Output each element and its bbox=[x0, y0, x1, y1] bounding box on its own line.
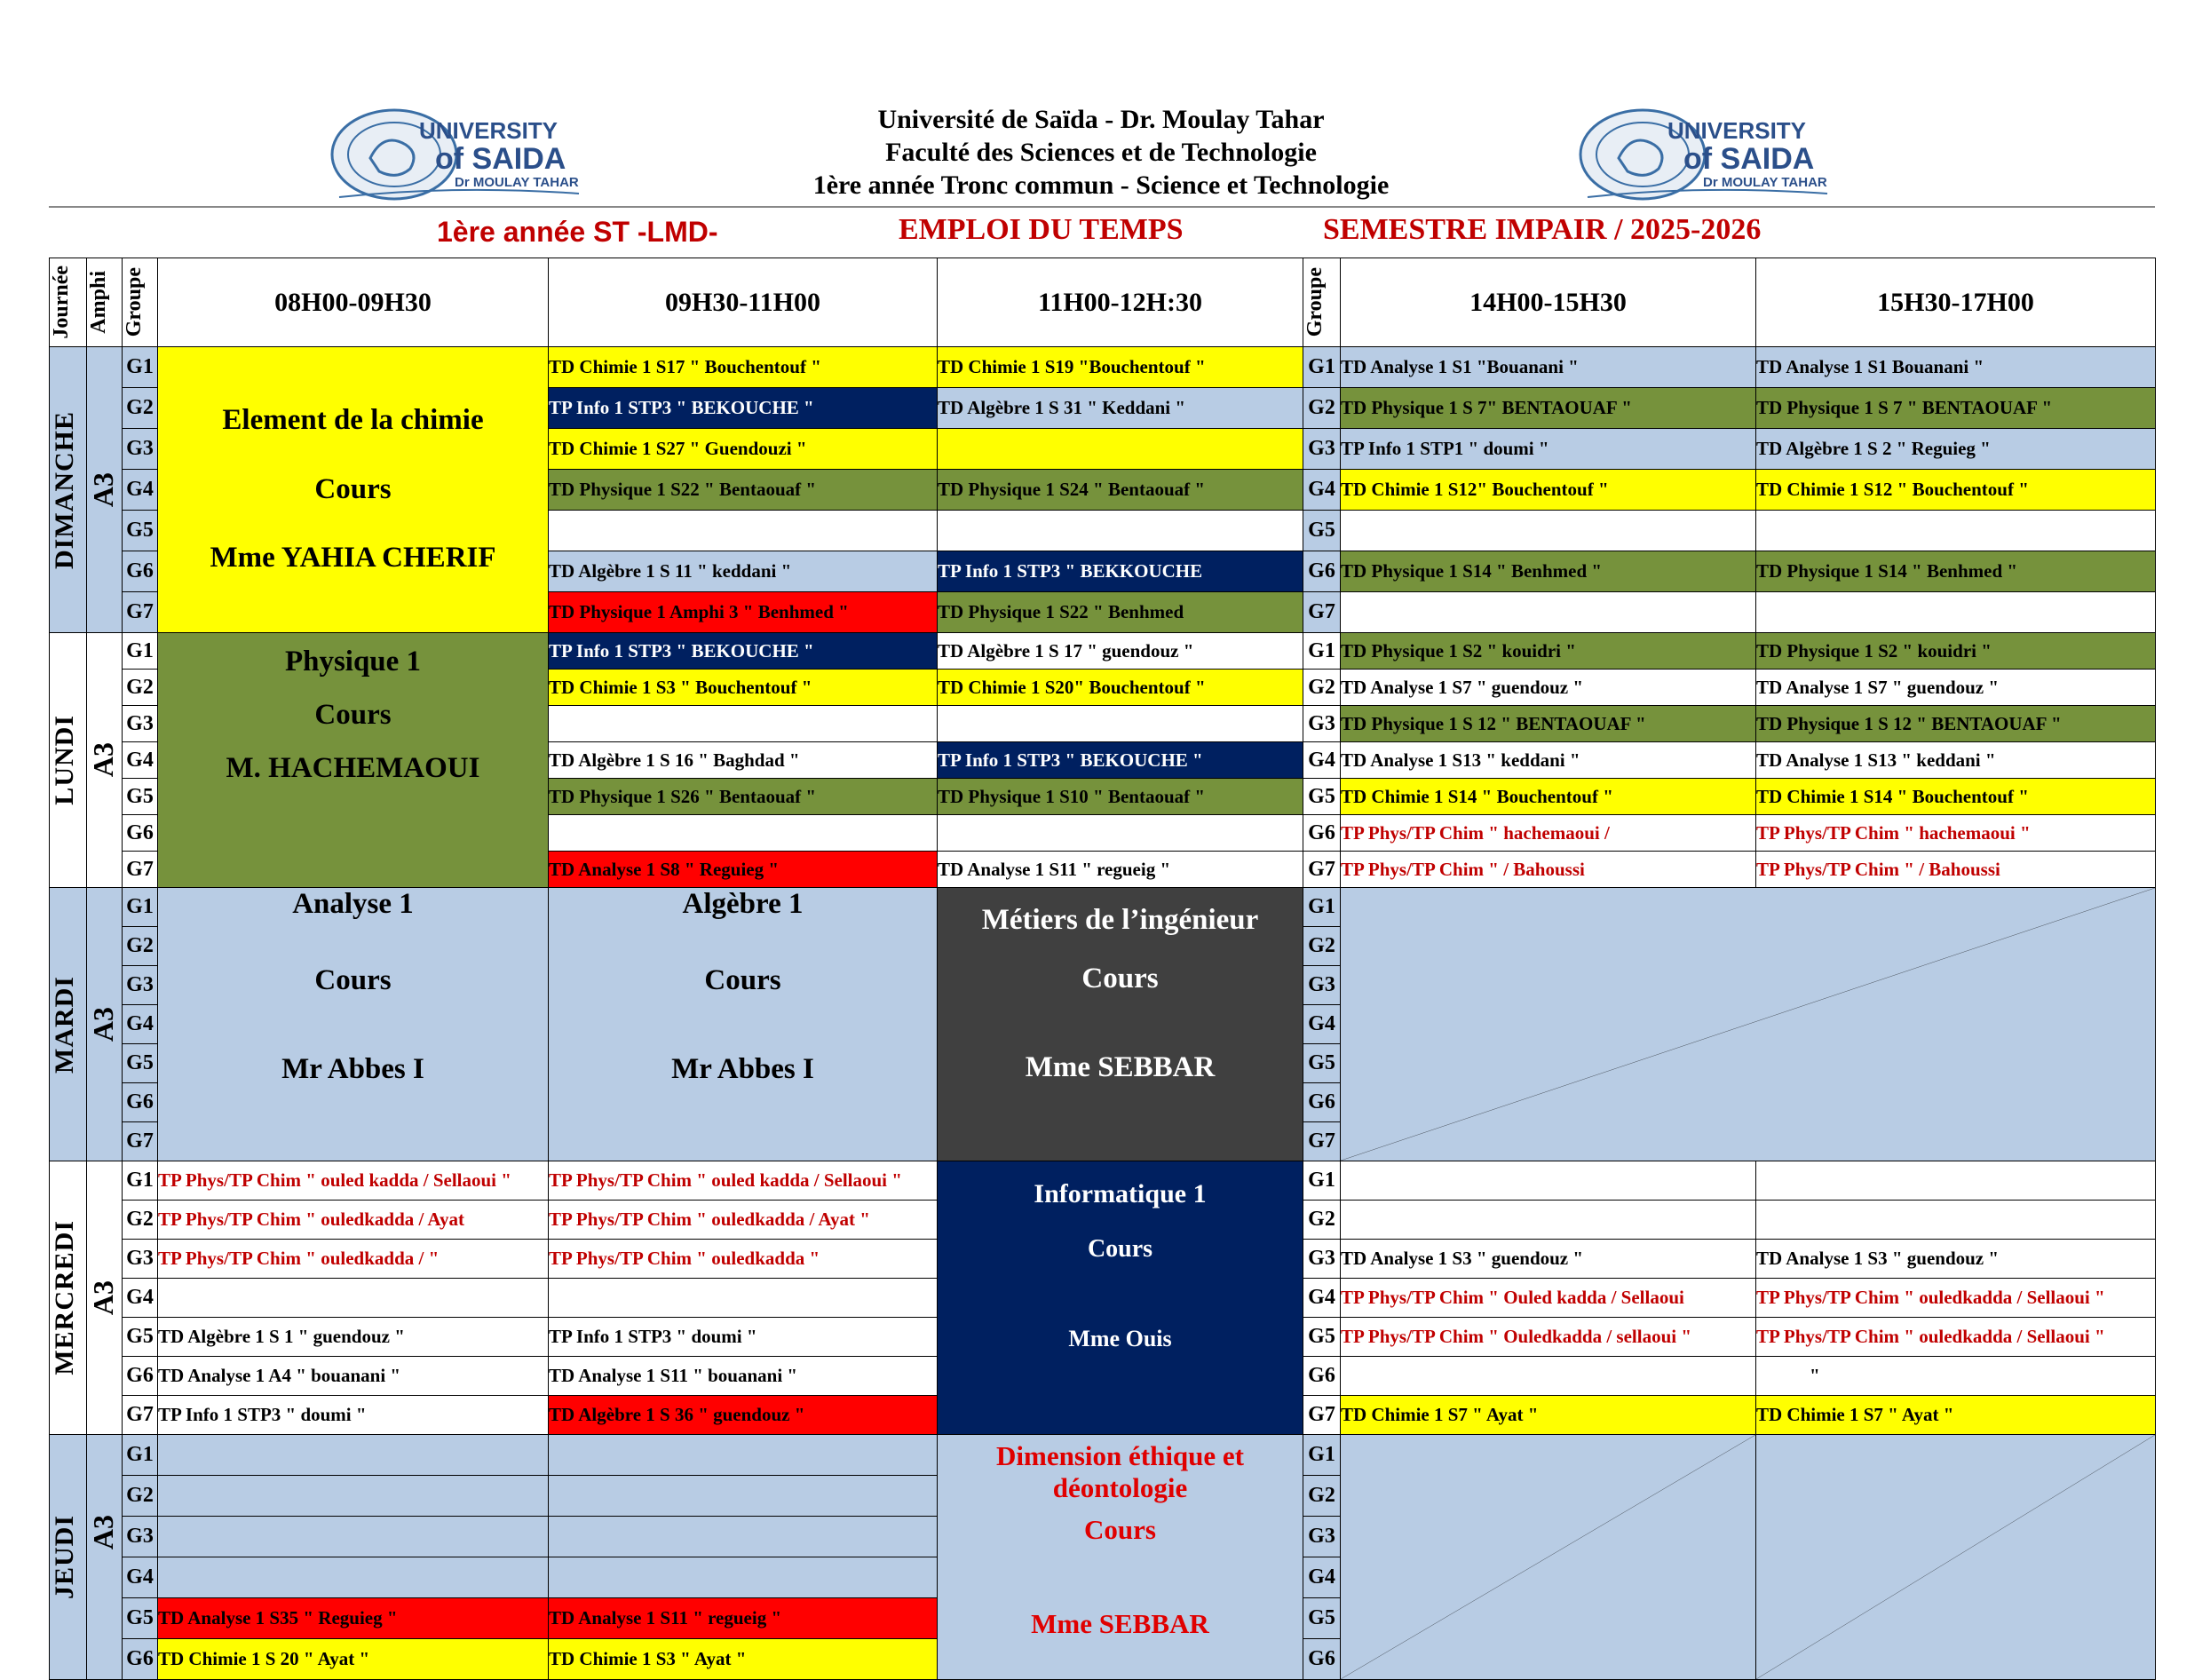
level-title: 1ère année ST -LMD- bbox=[437, 216, 718, 248]
group-label: G3 bbox=[123, 429, 158, 470]
session-cell: TD Physique 1 S 12 " BENTAOUAF " bbox=[1756, 706, 2156, 742]
day-dimanche: DIMANCHE bbox=[50, 347, 87, 633]
group-label: G3 bbox=[1303, 966, 1341, 1005]
diagonal-strike bbox=[1756, 1435, 2155, 1679]
group-label: G4 bbox=[123, 1557, 158, 1598]
session-cell: TP Phys/TP Chim " ouled kadda / Sellaoui " bbox=[158, 1161, 549, 1201]
group-label: G7 bbox=[1303, 592, 1341, 633]
group-label: G4 bbox=[123, 470, 158, 511]
session-cell: TP Phys/TP Chim " / Bahoussi bbox=[1341, 852, 1756, 888]
col-journee: Journée bbox=[50, 258, 87, 347]
session-cell: TD Algèbre 1 S 17 " guendouz " bbox=[938, 633, 1303, 670]
group-label: G3 bbox=[123, 1240, 158, 1279]
session-cell: TD Physique 1 S14 " Benhmed " bbox=[1756, 551, 2156, 592]
session-cell: TD Analyse 1 S13 " keddani " bbox=[1341, 742, 1756, 779]
session-cell bbox=[938, 429, 1303, 470]
session-cell bbox=[1341, 1357, 1756, 1396]
session-cell bbox=[549, 511, 938, 551]
group-label: G4 bbox=[1303, 1005, 1341, 1044]
session-cell: TD Analyse 1 S11 " regueig " bbox=[938, 852, 1303, 888]
group-label: G3 bbox=[1303, 429, 1341, 470]
session-cell: TP Phys/TP Chim " ouledkadda / Ayat bbox=[158, 1201, 549, 1240]
group-label: G1 bbox=[1303, 888, 1341, 927]
group-label: G7 bbox=[123, 852, 158, 888]
session-cell: TD Analyse 1 S8 " Reguieg " bbox=[549, 852, 938, 888]
amphi-mercredi: A3 bbox=[87, 1161, 123, 1435]
dimanche-row-g1 bbox=[50, 347, 2156, 388]
group-label: G6 bbox=[123, 1357, 158, 1396]
jeudi-afternoon-empty-2 bbox=[1756, 1435, 2156, 1680]
session-cell: TD Analyse 1 S7 " guendouz " bbox=[1341, 670, 1756, 706]
session-cell bbox=[938, 706, 1303, 742]
session-cell: TD Analyse 1 S3 " guendouz " bbox=[1756, 1240, 2156, 1279]
jeudi-row-g1 bbox=[50, 1435, 2156, 1476]
col-groupe: Groupe bbox=[123, 258, 158, 347]
group-label: G5 bbox=[1303, 1318, 1341, 1357]
session-cell: TD Algèbre 1 S 1 " guendouz " bbox=[158, 1318, 549, 1357]
session-cell bbox=[158, 1279, 549, 1318]
session-cell bbox=[1756, 1201, 2156, 1240]
session-cell: TP Phys/TP Chim " ouledkadda / " bbox=[158, 1240, 549, 1279]
session-cell bbox=[1341, 1161, 1756, 1201]
svg-text:of SAIDA: of SAIDA bbox=[435, 142, 566, 176]
session-cell: TP Phys/TP Chim " / Bahoussi bbox=[1756, 852, 2156, 888]
group-label: G4 bbox=[123, 742, 158, 779]
group-label: G4 bbox=[123, 1005, 158, 1044]
group-label: G2 bbox=[1303, 670, 1341, 706]
group-label: G6 bbox=[1303, 1357, 1341, 1396]
session-cell: TD Physique 1 S22 " Benhmed bbox=[938, 592, 1303, 633]
session-cell: TD Chimie 1 S20" Bouchentouf " bbox=[938, 670, 1303, 706]
group-label: G1 bbox=[1303, 1435, 1341, 1476]
session-cell: TD Physique 1 S 7" BENTAOUAF " bbox=[1341, 388, 1756, 429]
lecture-physique: Physique 1 Cours M. HACHEMAOUI bbox=[158, 633, 549, 888]
amphi-mardi: A3 bbox=[87, 888, 123, 1161]
faculty-name: Faculté des Sciences et de Technologie bbox=[885, 138, 1317, 167]
session-cell: TP Phys/TP Chim " ouledkadda / Sellaoui " bbox=[1756, 1279, 2156, 1318]
session-cell: " bbox=[1756, 1357, 2156, 1396]
session-cell bbox=[158, 1435, 549, 1476]
svg-text:Dr MOULAY TAHAR: Dr MOULAY TAHAR bbox=[1703, 175, 1827, 190]
svg-text:Dr MOULAY TAHAR: Dr MOULAY TAHAR bbox=[455, 175, 579, 190]
session-cell bbox=[549, 815, 938, 852]
group-label: G4 bbox=[1303, 1279, 1341, 1318]
day-mardi: MARDI bbox=[50, 888, 87, 1161]
group-label: G2 bbox=[123, 388, 158, 429]
university-name: Université de Saïda - Dr. Moulay Tahar bbox=[877, 105, 1325, 134]
group-label: G7 bbox=[123, 1122, 158, 1161]
group-label: G6 bbox=[123, 815, 158, 852]
group-label: G6 bbox=[123, 551, 158, 592]
session-cell bbox=[938, 815, 1303, 852]
group-label: G1 bbox=[123, 1435, 158, 1476]
header-row bbox=[50, 258, 2156, 347]
group-label: G5 bbox=[123, 1044, 158, 1083]
session-cell: TD Algèbre 1 S 11 " keddani " bbox=[549, 551, 938, 592]
col-time-4: 14H00-15H30 bbox=[1341, 258, 1756, 347]
lecture-informatique: Informatique 1 Cours Mme Ouis bbox=[938, 1161, 1303, 1435]
group-label: G1 bbox=[1303, 633, 1341, 670]
session-cell: TD Physique 1 S 7 " BENTAOUAF " bbox=[1756, 388, 2156, 429]
university-logo-right bbox=[1570, 105, 1836, 204]
session-cell: TD Analyse 1 S11 " regueig " bbox=[549, 1598, 938, 1639]
col-time-1: 08H00-09H30 bbox=[158, 258, 549, 347]
group-label: G6 bbox=[1303, 551, 1341, 592]
session-cell: TD Physique 1 S22 " Bentaouaf " bbox=[549, 470, 938, 511]
session-cell bbox=[549, 1557, 938, 1598]
session-cell: TD Physique 1 Amphi 3 " Benhmed " bbox=[549, 592, 938, 633]
diagonal-strike bbox=[1341, 888, 2155, 1161]
session-cell: TD Analyse 1 A4 " bouanani " bbox=[158, 1357, 549, 1396]
lecture-analyse: Analyse 1 Cours Mr Abbes I bbox=[158, 888, 549, 1161]
session-cell: TD Algèbre 1 S 2 " Reguieg " bbox=[1756, 429, 2156, 470]
mardi-row-g1 bbox=[50, 888, 2156, 927]
lecture-chimie: Element de la chimie Cours Mme YAHIA CHERIF bbox=[158, 347, 549, 633]
group-label: G1 bbox=[1303, 347, 1341, 388]
lundi-row-g1 bbox=[50, 633, 2156, 670]
group-label: G1 bbox=[123, 888, 158, 927]
session-cell: TD Chimie 1 S7 " Ayat " bbox=[1756, 1396, 2156, 1435]
group-label: G2 bbox=[123, 1201, 158, 1240]
session-cell bbox=[938, 511, 1303, 551]
header-divider bbox=[49, 206, 2155, 208]
session-cell: TP Phys/TP Chim " ouledkadda " bbox=[549, 1240, 938, 1279]
group-label: G4 bbox=[123, 1279, 158, 1318]
session-cell: TD Physique 1 S14 " Benhmed " bbox=[1341, 551, 1756, 592]
svg-text:UNIVERSITY: UNIVERSITY bbox=[419, 117, 558, 144]
schedule-title: EMPLOI DU TEMPS bbox=[899, 213, 1184, 246]
session-cell bbox=[158, 1557, 549, 1598]
group-label: G3 bbox=[1303, 1517, 1341, 1557]
session-cell: TD Chimie 1 S17 " Bouchentouf " bbox=[549, 347, 938, 388]
group-label: G5 bbox=[123, 1598, 158, 1639]
group-label: G3 bbox=[123, 966, 158, 1005]
lecture-ethique: Dimension éthique et déontologie Cours Mme SEBBAR bbox=[938, 1435, 1303, 1680]
session-cell bbox=[158, 1476, 549, 1517]
group-label: G6 bbox=[123, 1083, 158, 1122]
group-label: G7 bbox=[1303, 1122, 1341, 1161]
group-label: G3 bbox=[123, 1517, 158, 1557]
lecture-metiers: Métiers de l’ingénieur Cours Mme SEBBAR bbox=[938, 888, 1303, 1161]
session-cell: TD Analyse 1 S35 " Reguieg " bbox=[158, 1598, 549, 1639]
session-cell: TD Physique 1 S 12 " BENTAOUAF " bbox=[1341, 706, 1756, 742]
col-time-5: 15H30-17H00 bbox=[1756, 258, 2156, 347]
group-label: G7 bbox=[1303, 1396, 1341, 1435]
session-cell: TD Physique 1 S24 " Bentaouaf " bbox=[938, 470, 1303, 511]
group-label: G7 bbox=[1303, 852, 1341, 888]
group-label: G2 bbox=[1303, 388, 1341, 429]
diagonal-strike bbox=[1341, 1435, 1755, 1679]
session-cell: TP Phys/TP Chim " Ouled kadda / Sellaoui bbox=[1341, 1279, 1756, 1318]
session-cell: TD Chimie 1 S12 " Bouchentouf " bbox=[1756, 470, 2156, 511]
timetable bbox=[49, 258, 2156, 1680]
group-label: G6 bbox=[1303, 1639, 1341, 1680]
group-label: G6 bbox=[1303, 1083, 1341, 1122]
session-cell: TD Physique 1 S10 " Bentaouaf " bbox=[938, 779, 1303, 815]
group-label: G2 bbox=[123, 927, 158, 966]
session-cell: TD Analyse 1 S13 " keddani " bbox=[1756, 742, 2156, 779]
session-cell: TP Phys/TP Chim " hachemaoui " bbox=[1756, 815, 2156, 852]
session-cell bbox=[158, 1517, 549, 1557]
session-cell: TP Info 1 STP1 " doumi " bbox=[1341, 429, 1756, 470]
session-cell: TD Chimie 1 S3 " Bouchentouf " bbox=[549, 670, 938, 706]
session-cell: TD Algèbre 1 S 16 " Baghdad " bbox=[549, 742, 938, 779]
col-time-2: 09H30-11H00 bbox=[549, 258, 938, 347]
col-time-3: 11H00-12H:30 bbox=[938, 258, 1303, 347]
group-label: G5 bbox=[1303, 1044, 1341, 1083]
university-header bbox=[675, 103, 1527, 202]
col-groupe-pm: Groupe bbox=[1303, 258, 1341, 347]
session-cell bbox=[549, 1279, 938, 1318]
session-cell: TP Info 1 STP3 " BEKOUCHE " bbox=[549, 388, 938, 429]
session-cell bbox=[1756, 511, 2156, 551]
session-cell: TP Info 1 STP3 " BEKOUCHE " bbox=[938, 742, 1303, 779]
session-cell: TP Phys/TP Chim " ouled kadda / Sellaoui " bbox=[549, 1161, 938, 1201]
session-cell: TD Analyse 1 S7 " guendouz " bbox=[1756, 670, 2156, 706]
session-cell: TD Physique 1 S26 " Bentaouaf " bbox=[549, 779, 938, 815]
session-cell: TP Info 1 STP3 " BEKKOUCHE bbox=[938, 551, 1303, 592]
session-cell: TD Chimie 1 S27 " Guendouzi " bbox=[549, 429, 938, 470]
group-label: G2 bbox=[123, 1476, 158, 1517]
session-cell bbox=[1756, 592, 2156, 633]
session-cell: TP Phys/TP Chim " ouledkadda / Ayat " bbox=[549, 1201, 938, 1240]
session-cell: TD Physique 1 S2 " kouidri " bbox=[1756, 633, 2156, 670]
group-label: G3 bbox=[1303, 1240, 1341, 1279]
session-cell: TP Info 1 STP3 " doumi " bbox=[549, 1318, 938, 1357]
group-label: G4 bbox=[1303, 1557, 1341, 1598]
jeudi-afternoon-empty-1 bbox=[1341, 1435, 1756, 1680]
session-cell bbox=[549, 706, 938, 742]
group-label: G2 bbox=[1303, 1201, 1341, 1240]
group-label: G2 bbox=[1303, 1476, 1341, 1517]
university-logo-left bbox=[321, 105, 588, 204]
group-label: G5 bbox=[1303, 511, 1341, 551]
mercredi-row-g1 bbox=[50, 1161, 2156, 1201]
session-cell: TD Chimie 1 S12" Bouchentouf " bbox=[1341, 470, 1756, 511]
group-label: G1 bbox=[1303, 1161, 1341, 1201]
group-label: G1 bbox=[123, 347, 158, 388]
group-label: G2 bbox=[123, 670, 158, 706]
session-cell: TD Chimie 1 S7 " Ayat " bbox=[1341, 1396, 1756, 1435]
session-cell: TD Analyse 1 S1 Bouanani " bbox=[1756, 347, 2156, 388]
mardi-afternoon-empty bbox=[1341, 888, 2156, 1161]
session-cell: TD Algèbre 1 S 36 " guendouz " bbox=[549, 1396, 938, 1435]
session-cell bbox=[1341, 592, 1756, 633]
session-cell: TD Physique 1 S2 " kouidri " bbox=[1341, 633, 1756, 670]
group-label: G1 bbox=[123, 633, 158, 670]
group-label: G1 bbox=[123, 1161, 158, 1201]
svg-text:UNIVERSITY: UNIVERSITY bbox=[1667, 117, 1807, 144]
session-cell bbox=[1341, 1201, 1756, 1240]
session-cell: TD Chimie 1 S14 " Bouchentouf " bbox=[1756, 779, 2156, 815]
session-cell: TD Analyse 1 S3 " guendouz " bbox=[1341, 1240, 1756, 1279]
session-cell bbox=[1341, 511, 1756, 551]
session-cell bbox=[549, 1517, 938, 1557]
group-label: G5 bbox=[1303, 779, 1341, 815]
day-jeudi: JEUDI bbox=[50, 1435, 87, 1680]
session-cell: TD Analyse 1 S11 " bouanani " bbox=[549, 1357, 938, 1396]
day-lundi: LUNDI bbox=[50, 633, 87, 888]
session-cell bbox=[1756, 1161, 2156, 1201]
session-cell: TD Algèbre 1 S 31 " Keddani " bbox=[938, 388, 1303, 429]
session-cell: TD Chimie 1 S14 " Bouchentouf " bbox=[1341, 779, 1756, 815]
lecture-algebre: Algèbre 1 Cours Mr Abbes I bbox=[549, 888, 938, 1161]
group-label: G5 bbox=[123, 779, 158, 815]
group-label: G4 bbox=[1303, 470, 1341, 511]
col-amphi: Amphi bbox=[87, 258, 123, 347]
group-label: G5 bbox=[1303, 1598, 1341, 1639]
session-cell: TP Phys/TP Chim " hachemaoui / bbox=[1341, 815, 1756, 852]
amphi-jeudi: A3 bbox=[87, 1435, 123, 1680]
group-label: G7 bbox=[123, 592, 158, 633]
session-cell bbox=[549, 1435, 938, 1476]
session-cell: TP Phys/TP Chim " Ouledkadda / sellaoui " bbox=[1341, 1318, 1756, 1357]
group-label: G7 bbox=[123, 1396, 158, 1435]
group-label: G6 bbox=[1303, 815, 1341, 852]
group-label: G5 bbox=[123, 1318, 158, 1357]
group-label: G3 bbox=[1303, 706, 1341, 742]
group-label: G5 bbox=[123, 511, 158, 551]
session-cell: TD Chimie 1 S19 "Bouchentouf " bbox=[938, 347, 1303, 388]
semester-title: SEMESTRE IMPAIR / 2025-2026 bbox=[1323, 213, 1762, 246]
amphi-lundi: A3 bbox=[87, 633, 123, 888]
session-cell: TD Analyse 1 S1 "Bouanani " bbox=[1341, 347, 1756, 388]
program-name: 1ère année Tronc commun - Science et Technologie bbox=[812, 170, 1390, 200]
session-cell: TP Phys/TP Chim " ouledkadda / Sellaoui " bbox=[1756, 1318, 2156, 1357]
day-mercredi: MERCREDI bbox=[50, 1161, 87, 1435]
group-label: G6 bbox=[123, 1639, 158, 1680]
group-label: G4 bbox=[1303, 742, 1341, 779]
group-label: G3 bbox=[123, 706, 158, 742]
session-cell: TD Chimie 1 S 20 " Ayat " bbox=[158, 1639, 549, 1680]
session-cell: TD Chimie 1 S3 " Ayat " bbox=[549, 1639, 938, 1680]
group-label: G2 bbox=[1303, 927, 1341, 966]
svg-text:of SAIDA: of SAIDA bbox=[1683, 142, 1815, 176]
session-cell bbox=[549, 1476, 938, 1517]
amphi-dimanche: A3 bbox=[87, 347, 123, 633]
session-cell: TP Info 1 STP3 " doumi " bbox=[158, 1396, 549, 1435]
session-cell: TP Info 1 STP3 " BEKOUCHE " bbox=[549, 633, 938, 670]
